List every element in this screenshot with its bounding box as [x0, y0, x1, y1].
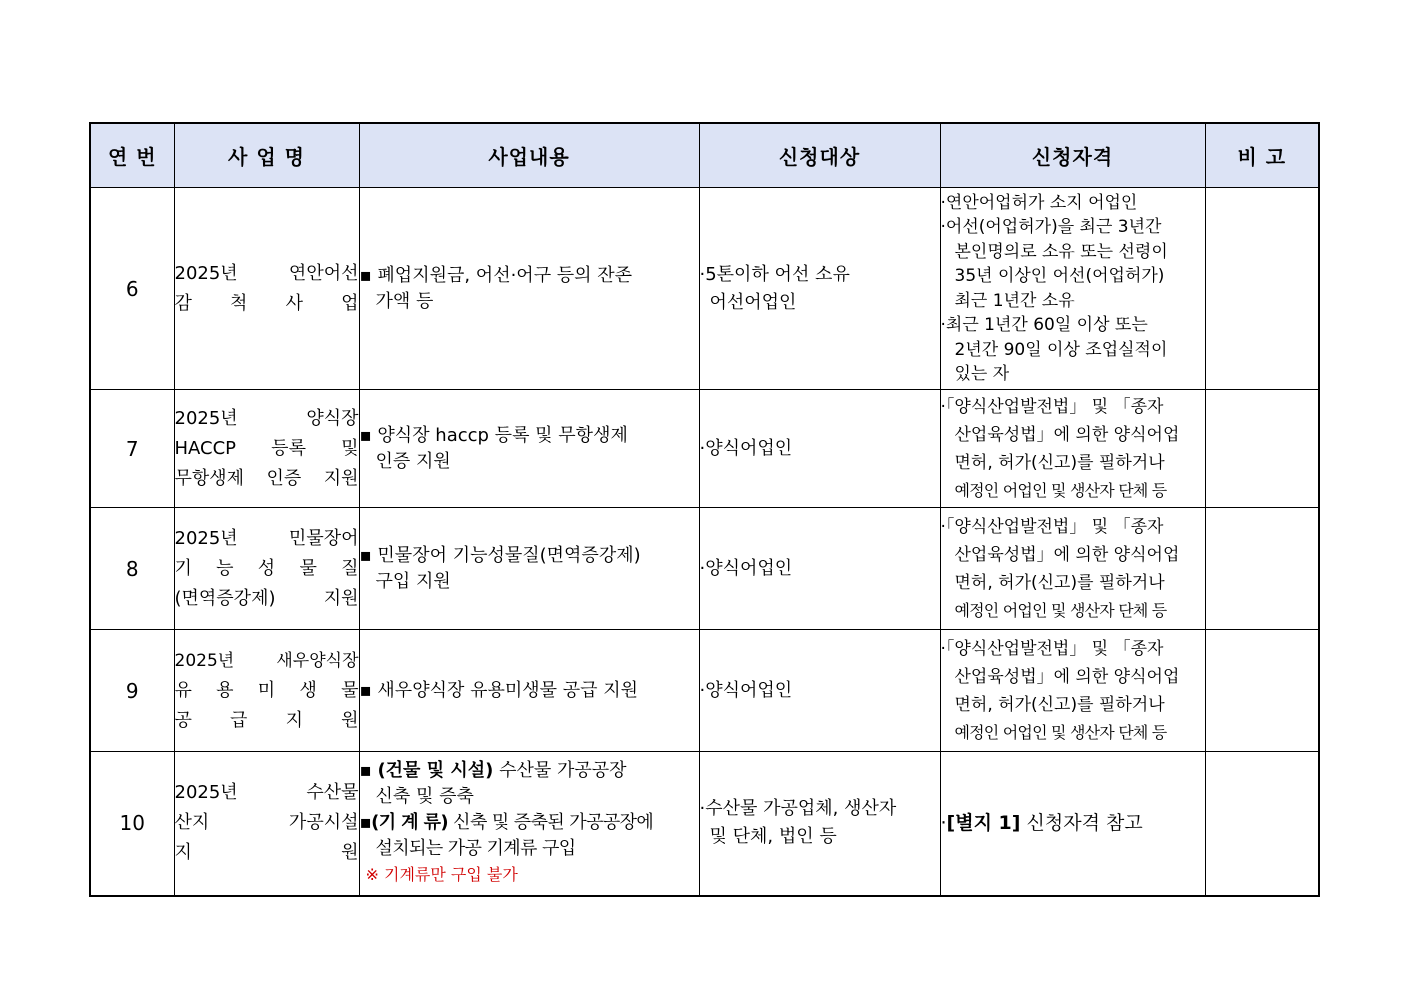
header-target: 신청대상 [699, 123, 940, 188]
program-qualification [940, 752, 1205, 896]
program-name [174, 188, 359, 390]
program-name [174, 390, 359, 508]
header-content: 사업내용 [359, 123, 699, 188]
program-table [89, 122, 1320, 897]
program-qualification [940, 630, 1205, 752]
qual-line: ·「양식산업발전법」 및 「종자 [940, 638, 1164, 659]
program-content [359, 752, 699, 896]
qual-line: 있는 자 [954, 364, 1010, 384]
program-target [699, 188, 940, 390]
target-line: ·양식어업인 [699, 437, 793, 459]
program-target [699, 630, 940, 752]
program-name-line: 감 척 사 업 [174, 292, 359, 314]
qual-bold: [별지 1] [946, 812, 1021, 834]
qual-line: 산업육성법」에 의한 양식어업 [954, 544, 1180, 565]
program-content [359, 630, 699, 752]
content-line: ▪ 새우양식장 유용미생물 공급 지원 [359, 679, 639, 701]
content-text: 신축 및 증축된 가공공장에 [448, 812, 654, 834]
content-line: ▪ 양식장 haccp 등록 및 무항생제 [359, 424, 628, 446]
qual-line: ·최근 1년간 60일 이상 또는 [940, 315, 1148, 335]
content-line: 신축 및 증축 [375, 786, 474, 808]
content-warning-note: ※ 기계류만 구입 불가 [365, 865, 518, 885]
program-note [1205, 630, 1319, 752]
content-text: 수산물 가공공장 [493, 760, 627, 782]
program-target [699, 752, 940, 896]
target-line: ·수산물 가공업체, 생산자 [699, 798, 897, 820]
target-line: 어선어업인 [709, 291, 797, 313]
qual-line: 면허, 허가(신고)를 필하거나 [954, 452, 1165, 473]
program-name-line: 지 원 [174, 842, 359, 864]
content-line: ▪ 민물장어 기능성물질(면역증강제) [359, 544, 641, 566]
bullet-icon: ▪ [359, 760, 372, 782]
content-line: 인증 지원 [375, 450, 451, 472]
content-line: ▪ 폐업지원금, 어선·어구 등의 잔존 [359, 264, 633, 286]
program-name-line: 2025년 새우양식장 [174, 650, 359, 671]
content-line: 가액 등 [375, 290, 434, 312]
qual-line: ·연안어업허가 소지 어업인 [940, 192, 1138, 213]
target-line: ·양식어업인 [699, 557, 793, 579]
program-name-line: 산지 가공시설 [174, 812, 359, 834]
program-content [359, 390, 699, 508]
qual-line: ·어선(어업허가)을 최근 3년간 [940, 217, 1162, 237]
header-qual: 신청자격 [940, 123, 1205, 188]
program-name-line: 유 용 미 생 물 [174, 679, 359, 701]
program-name-line: 무항생제 인증 지원 [174, 467, 359, 489]
content-line [360, 810, 699, 836]
program-note [1205, 188, 1319, 390]
program-name-line: (면역증강제) 지원 [174, 587, 359, 609]
qual-line: 면허, 허가(신고)를 필하거나 [954, 694, 1165, 715]
qual-line: 예정인 어업인 및 생산자 단체 등 [954, 480, 1167, 500]
program-name-line: HACCP 등록 및 [174, 437, 359, 459]
table-row [90, 752, 1319, 896]
content-line: 설치되는 가공 기계류 구입 [375, 838, 576, 860]
header-no: 연 번 [90, 123, 174, 188]
qual-line: ·「양식산업발전법」 및 「종자 [940, 396, 1164, 417]
program-content [359, 188, 699, 390]
qual-line: 산업육성법」에 의한 양식어업 [954, 424, 1180, 445]
qual-line: ·「양식산업발전법」 및 「종자 [940, 516, 1164, 537]
table-row [90, 188, 1319, 390]
target-line: ·5톤이하 어선 소유 [699, 263, 850, 285]
program-target [699, 390, 940, 508]
content-line: 구입 지원 [375, 570, 451, 592]
program-qualification [940, 188, 1205, 390]
qual-line: 산업육성법」에 의한 양식어업 [954, 666, 1180, 687]
content-line [360, 758, 699, 784]
program-name-line: 기 능 성 물 질 [174, 557, 359, 579]
program-target [699, 508, 940, 630]
program-name-line: 2025년 민물장어 [174, 527, 359, 549]
program-name [174, 752, 359, 896]
qual-line: 예정인 어업인 및 생산자 단체 등 [954, 600, 1167, 620]
row-number: 9 [90, 630, 174, 752]
bullet-icon: ▪ [359, 812, 372, 834]
program-name [174, 508, 359, 630]
program-content [359, 508, 699, 630]
table-row [90, 390, 1319, 508]
qual-line [941, 811, 1205, 836]
qual-line: 2년간 90일 이상 조업실적이 [954, 339, 1168, 360]
target-line: 및 단체, 법인 등 [709, 826, 837, 848]
program-name-line: 공 급 지 원 [174, 709, 359, 731]
qual-prefix: · [940, 812, 947, 834]
header-note: 비 고 [1205, 123, 1319, 188]
program-note [1205, 752, 1319, 896]
table-row [90, 508, 1319, 630]
header-name: 사 업 명 [174, 123, 359, 188]
row-number: 8 [90, 508, 174, 630]
table-row [90, 630, 1319, 752]
program-name-line: 2025년 수산물 [174, 782, 359, 804]
program-note [1205, 390, 1319, 508]
content-bold: (건물 및 시설) [377, 760, 494, 782]
program-qualification [940, 508, 1205, 630]
qual-line: 면허, 허가(신고)를 필하거나 [954, 572, 1165, 593]
program-name-line: 2025년 양식장 [174, 407, 359, 429]
header-row [90, 123, 1319, 188]
qual-line: 본인명의로 소유 또는 선령이 [954, 241, 1168, 262]
target-line: ·양식어업인 [699, 679, 793, 701]
content-bold: (기 계 류) [371, 812, 449, 834]
program-name-line: 2025년 연안어선 [174, 262, 359, 284]
row-number: 7 [90, 390, 174, 508]
program-name [174, 630, 359, 752]
program-qualification [940, 390, 1205, 508]
qual-line: 최근 1년간 소유 [954, 290, 1075, 311]
qual-text: 신청자격 참고 [1020, 812, 1143, 834]
row-number: 10 [90, 752, 174, 896]
qual-line: 예정인 어업인 및 생산자 단체 등 [954, 722, 1167, 742]
program-note [1205, 508, 1319, 630]
qual-line: 35년 이상인 어선(어업허가) [954, 266, 1165, 286]
row-number: 6 [90, 188, 174, 390]
